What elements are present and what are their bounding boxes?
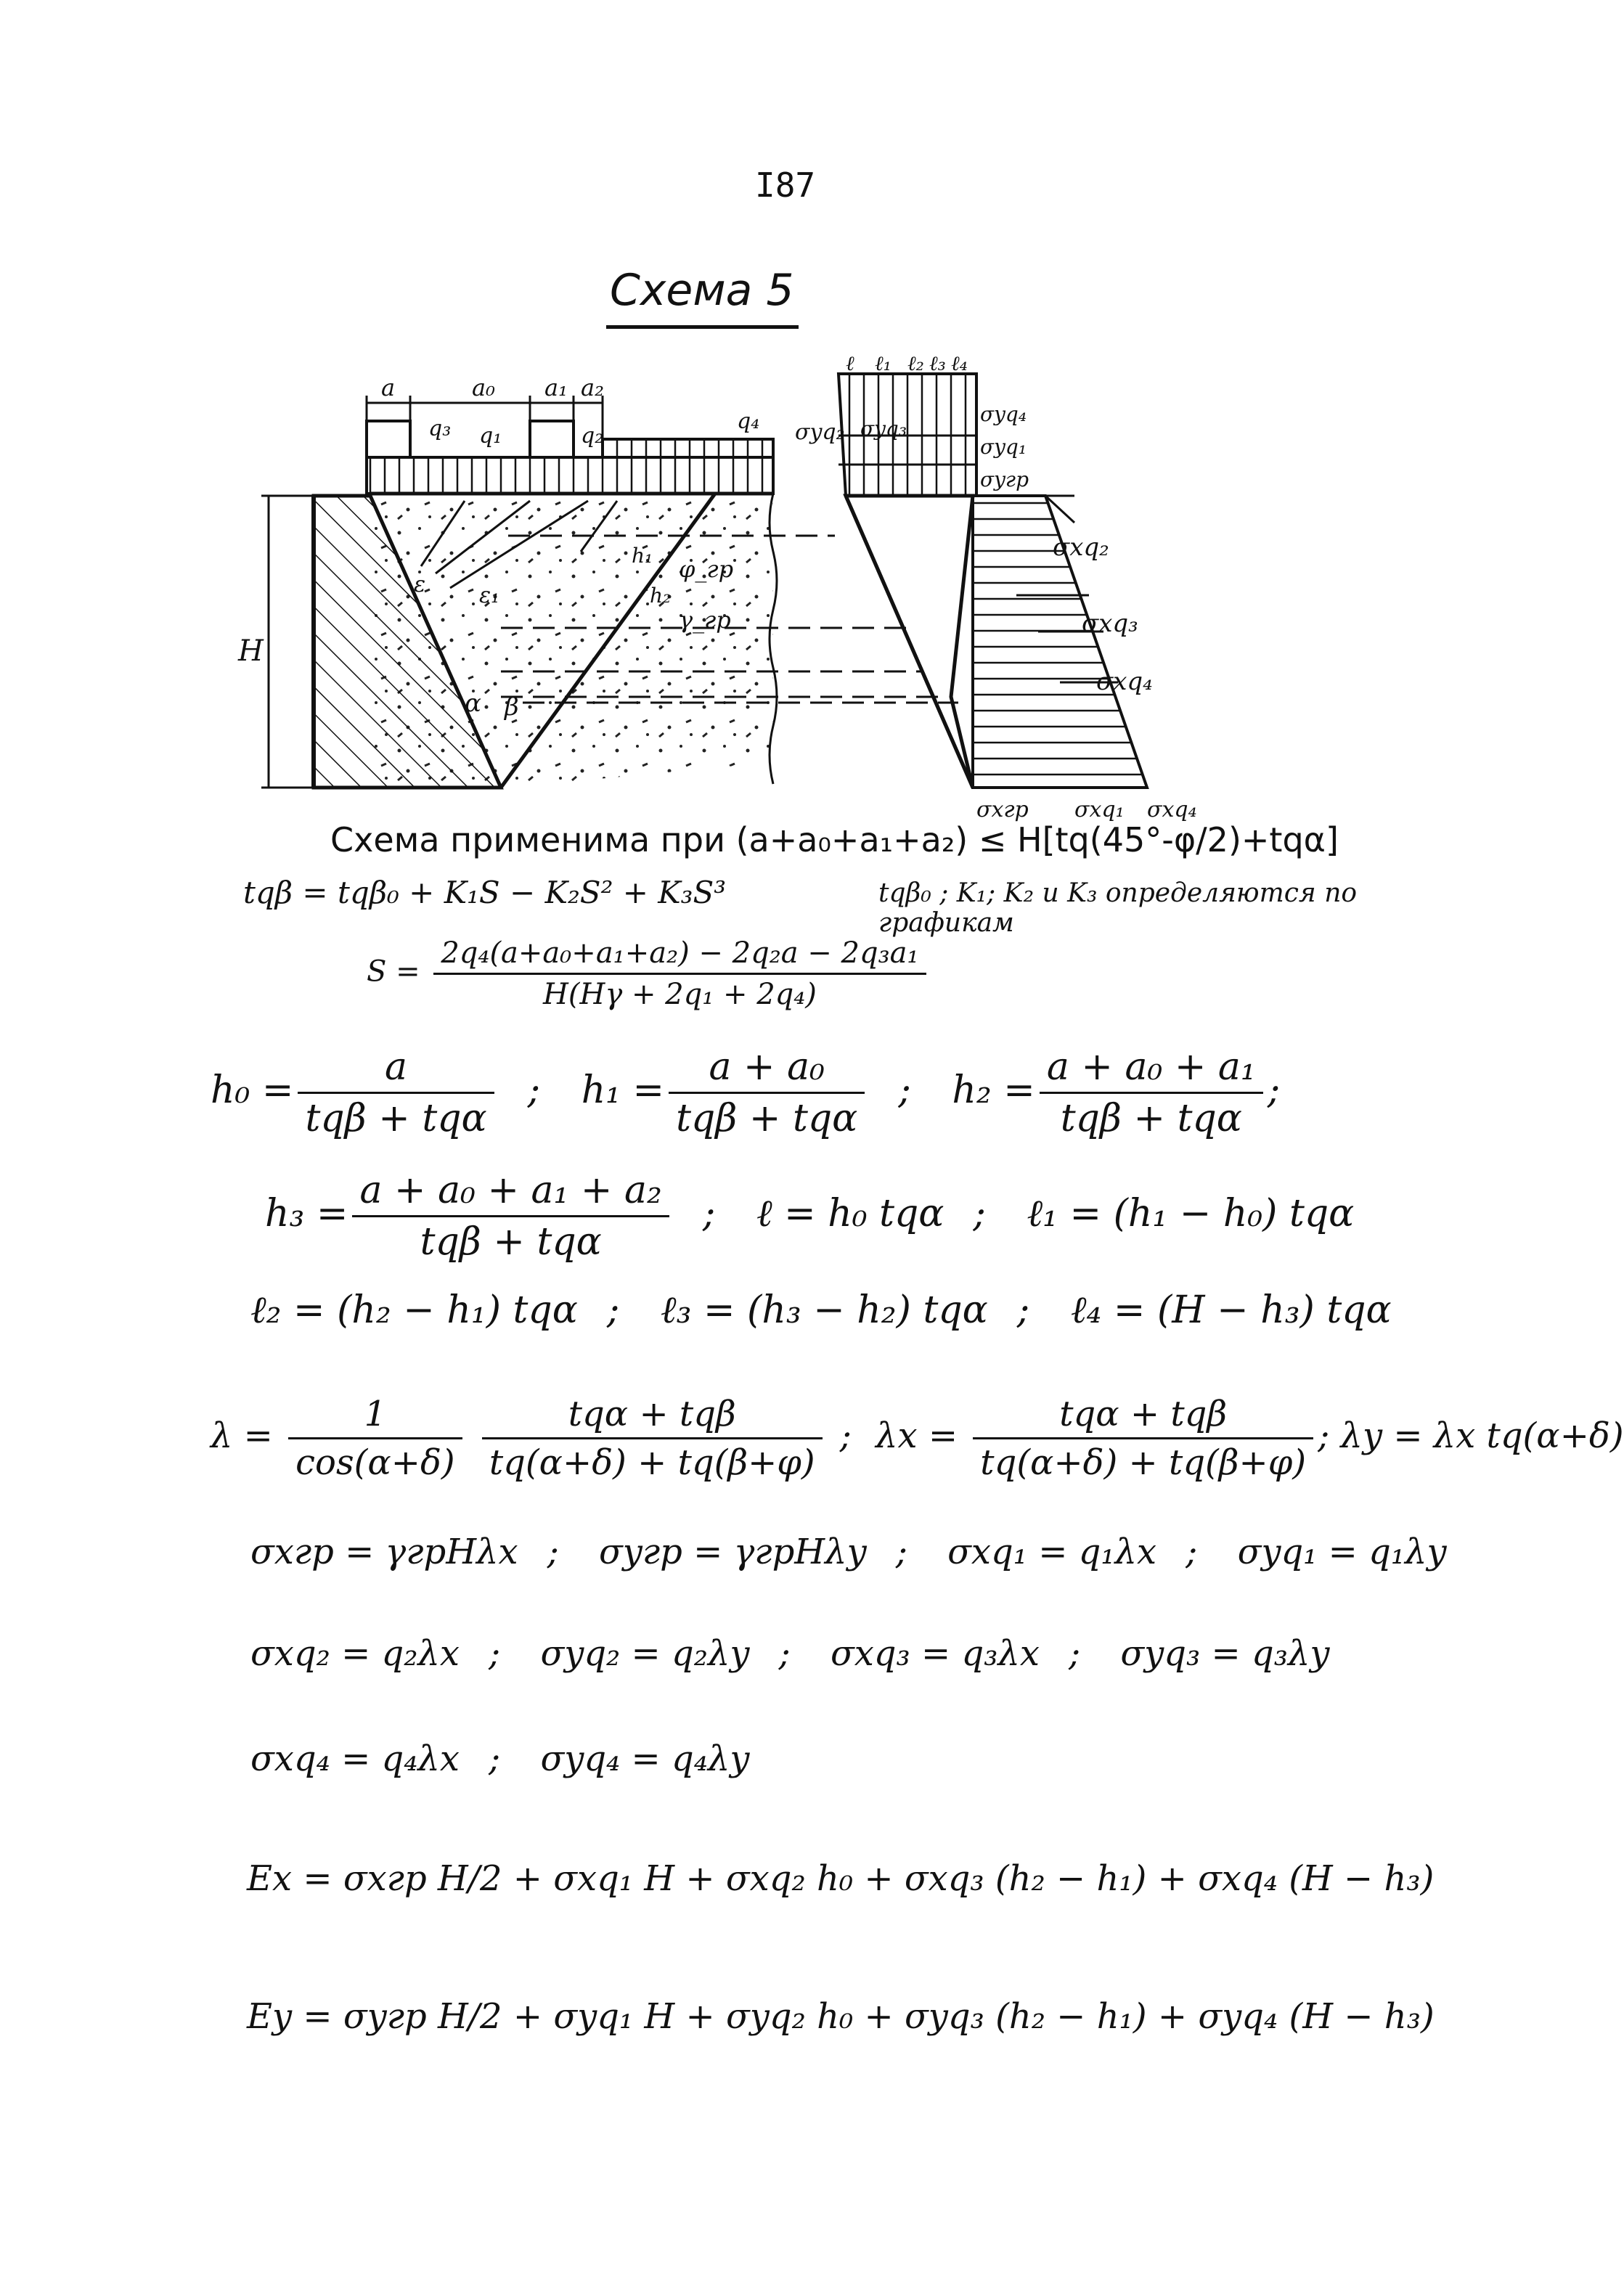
scheme-title: Схема 5	[610, 265, 794, 316]
tgb-formula: tqβ = tqβ₀ + K₁S − K₂S² + K₃S³	[243, 875, 727, 910]
svg-text:ε: ε	[414, 572, 426, 597]
svg-text:σxq₁: σxq₁	[1074, 797, 1125, 822]
svg-text:a: a	[381, 374, 396, 401]
load-q2	[530, 421, 574, 457]
svg-text:σxq₃: σxq₃	[1082, 609, 1138, 638]
svg-text:q₃: q₃	[428, 416, 452, 441]
lambda-formulas: λ = $\frac{1}{\cos(\alpha+\delta)}$ $\frac{\text{tqα + tqβ}}{tq(\alpha+\delta) + tq(\beta+\varphi)}$ ; λx = $\frac{\text{tqα + tqβ}}{tq(\alpha+\delta) + tq(\beta+\varphi)}$ ; λy = λx tq(α+δ)	[211, 1394, 1624, 1483]
svg-text:ℓ₂: ℓ₂	[907, 351, 924, 375]
svg-text:β: β	[505, 692, 519, 722]
l-formulas: ℓ₂ = (h₂ − h₁) tqα ; ℓ₃ = (h₃ − h₂) tqα ; ℓ₄ = (H − h₃) tqα	[250, 1288, 1392, 1332]
svg-text:σyq₂: σyq₂	[795, 420, 845, 445]
h3-l-formulas: h₃ = $\frac{\text{a + a₀ + a₁ + a₂}}{\text{tqβ + tqα}}$ ; ℓ = h₀ tqα ; ℓ₁ = (h₁ − h₀) tqα	[265, 1169, 1355, 1264]
svg-text:a₁: a₁	[544, 374, 568, 401]
svg-text:φ_гр: φ_гр	[679, 555, 734, 583]
svg-text:σyq₃: σyq₃	[860, 417, 907, 441]
svg-text:q₁: q₁	[479, 423, 502, 449]
svg-text:q₄: q₄	[737, 409, 760, 434]
s-formula: S = $\frac{\text{2q₄(a+a₀+a₁+a₂) − 2q₂a − 2q₃a₁}}{\text{H(Hγ + 2q₁ + 2q₄)}}$	[367, 936, 931, 1011]
ex-formula: Ex = σxгр H/2 + σxq₁ H + σxq₂ h₀ + σxq₃ (h₂ − h₁) + σxq₄ (H − h₃)	[247, 1858, 1435, 1899]
svg-text:ε₁: ε₁	[479, 583, 500, 608]
svg-text:ℓ₁: ℓ₁	[875, 351, 891, 375]
svg-text:ℓ₃: ℓ₃	[929, 351, 946, 375]
svg-text:σyq₄: σyq₄	[980, 402, 1027, 426]
sigma-row3: σxq₄ = q₄λx ; σyq₄ = q₄λy	[250, 1738, 750, 1779]
ey-formula: Ey = σyгр H/2 + σyq₁ H + σyq₂ h₀ + σyq₃ (h₂ − h₁) + σyq₄ (H − h₃)	[247, 1996, 1435, 2037]
svg-text:σyгр: σyгр	[980, 467, 1029, 491]
svg-text:σxq₄: σxq₄	[1096, 667, 1153, 696]
load-q4	[603, 439, 773, 457]
note-text: tqβ₀ ; K₁; K₂ и K₃ определяются по графикам	[878, 878, 1358, 938]
h-formulas-row1: h₀ = $\frac{a}{\text{tqβ + tqα}}$ ; h₁ = $\frac{\text{a + a₀}}{\text{tqβ + tqα}}$ ; h₂ = $\frac{\text{a + a₀ + a₁}}{\text{tqβ + tqα}}$ ;	[211, 1045, 1281, 1140]
sigma-row2: σxq₂ = q₂λx ; σyq₂ = q₂λy ; σxq₃ = q₃λx ; σyq₃ = q₃λy	[250, 1633, 1330, 1674]
svg-text:q₂: q₂	[581, 423, 604, 449]
svg-text:σxгр: σxгр	[976, 797, 1029, 822]
svg-text:a₀: a₀	[472, 374, 495, 401]
retaining-wall-diagram	[0, 0, 1586, 828]
condition-text: Схема применима при (a+a₀+a₁+a₂) ≤ H[tq(45°-φ/2)+tqα]	[330, 820, 1339, 859]
svg-text:a₂: a₂	[581, 374, 604, 401]
svg-text:ℓ₄: ℓ₄	[951, 351, 968, 375]
svg-text:α: α	[465, 689, 481, 718]
svg-text:γ_гр: γ_гр	[679, 606, 731, 634]
load-q3	[367, 421, 410, 457]
svg-text:h₁: h₁	[632, 544, 653, 568]
sigma-row1: σxгр = γгрHλx ; σyгр = γгрHλy ; σxq₁ = q₁λx ; σyq₁ = q₁λy	[250, 1532, 1447, 1572]
svg-text:h₂: h₂	[650, 584, 672, 608]
load-q1	[367, 457, 773, 494]
page-number: I87	[755, 166, 816, 205]
svg-text:σxq₂: σxq₂	[1053, 533, 1109, 562]
svg-text:σxq₄: σxq₄	[1147, 797, 1197, 822]
height-label: H	[238, 634, 264, 668]
svg-text:ℓ: ℓ	[846, 351, 854, 375]
svg-text:σyq₁: σyq₁	[980, 435, 1027, 459]
